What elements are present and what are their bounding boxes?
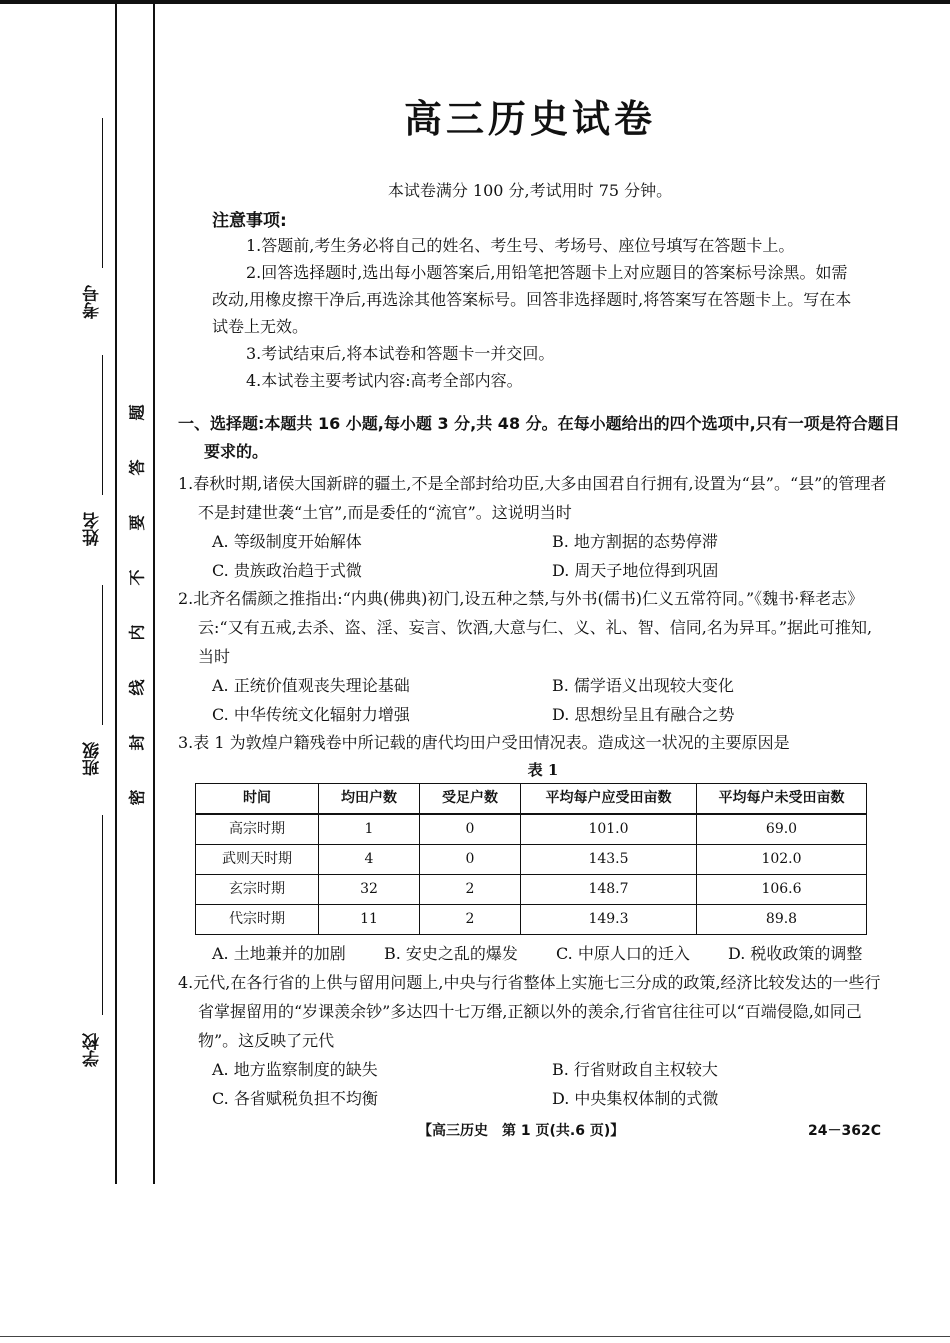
- table-cell: 148.7: [521, 875, 697, 905]
- option-c[interactable]: C. 中华传统文化辐射力增强: [212, 705, 410, 724]
- option-a[interactable]: A. 等级制度开始解体: [212, 532, 362, 551]
- question-options: [178, 1055, 888, 1113]
- option-c[interactable]: C. 中原人口的迁入: [556, 944, 690, 963]
- table-header-cell: 平均每户未受田亩数: [697, 784, 867, 815]
- notice-item: 1.答题前,考生务必将自己的姓名、考生号、考场号、座位号填写在答题卡上。: [246, 236, 795, 255]
- exam-title: 高三历史试卷: [403, 97, 656, 141]
- option-d[interactable]: D. 税收政策的调整: [728, 944, 863, 963]
- table-caption: 表 1: [527, 761, 559, 779]
- notice-item: 4.本试卷主要考试内容:高考全部内容。: [246, 371, 523, 390]
- table-cell: 102.0: [697, 845, 867, 875]
- option-a[interactable]: A. 土地兼并的加剧: [212, 944, 346, 963]
- seal-char: 密: [127, 789, 147, 806]
- table-cell: 武则天时期: [196, 845, 319, 875]
- option-d[interactable]: D. 周天子地位得到巩固: [552, 561, 719, 580]
- page-number-label: 【高三历史 第 1 页(共.6 页)】: [418, 1123, 625, 1139]
- question-2: [178, 584, 888, 729]
- table-cell: 106.6: [697, 875, 867, 905]
- option-d[interactable]: D. 中央集权体制的式微: [552, 1089, 719, 1108]
- table-header-row: [196, 784, 867, 815]
- table-cell: 11: [319, 905, 420, 935]
- question-options: [178, 527, 888, 585]
- notice-item: 2.回答选择题时,选出每小题答案后,用铅笔把答题卡上对应题目的答案标号涂黑。如需改动,用橡皮擦干净后,再选涂其他答案标号。回答非选择题时,将答案写在答题卡上。写在本试卷上无效。: [212, 263, 852, 336]
- seal-char: 不: [127, 569, 147, 586]
- table-cell: 101.0: [521, 814, 697, 845]
- question-stem: 1.春秋时期,诸侯大国新辟的疆土,不是全部封给功臣,大多由国君自行拥有,设置为“县”。“县”的管理者不是封建世袭“土官”,而是委任的“流官”。这说明当时: [178, 474, 887, 522]
- top-border: [0, 0, 950, 4]
- exam-intro: 本试卷满分 100 分,考试用时 75 分钟。: [387, 181, 673, 200]
- question-4: [178, 968, 888, 1113]
- table-cell: 0: [420, 814, 521, 845]
- field-line-exam-number: [102, 118, 103, 268]
- table-header-cell: 受足户数: [420, 784, 521, 815]
- option-b[interactable]: B. 安史之乱的爆发: [384, 944, 518, 963]
- seal-char: 封: [127, 734, 147, 751]
- question-options: [178, 671, 888, 729]
- option-b[interactable]: B. 地方割据的态势停滞: [552, 532, 718, 551]
- table-cell: 高宗时期: [196, 814, 319, 845]
- notice-item: 3.考试结束后,将本试卷和答题卡一并交回。: [246, 344, 555, 363]
- table-cell: 89.8: [697, 905, 867, 935]
- table-row: [196, 845, 867, 875]
- field-label-school: 学校: [83, 1033, 103, 1067]
- table-cell: 2: [420, 875, 521, 905]
- seal-char: 要: [127, 514, 147, 531]
- seal-line-warning: [124, 385, 150, 825]
- field-line-name: [102, 355, 103, 495]
- question-stem: 3.表 1 为敦煌户籍残卷中所记载的唐代均田户受田情况表。造成这一状况的主要原因是: [178, 733, 790, 752]
- table-cell: 2: [420, 905, 521, 935]
- page-bottom-edge: [0, 1336, 950, 1337]
- table-cell: 32: [319, 875, 420, 905]
- field-line-school: [102, 815, 103, 1015]
- question-1: [178, 469, 888, 585]
- table-cell: 1: [319, 814, 420, 845]
- table-cell: 69.0: [697, 814, 867, 845]
- notice-heading: 注意事项:: [212, 211, 287, 231]
- table-row: [196, 905, 867, 935]
- question-options: [178, 939, 888, 968]
- notice-list: [212, 232, 852, 394]
- field-label-exam-number: 考号: [83, 285, 103, 319]
- table-header-cell: 时间: [196, 784, 319, 815]
- binding-line-outer: [115, 4, 117, 1184]
- table-cell: 0: [420, 845, 521, 875]
- table-cell: 4: [319, 845, 420, 875]
- paper-code: 24－362C: [808, 1123, 881, 1139]
- option-a[interactable]: A. 地方监察制度的缺失: [212, 1060, 378, 1079]
- table-cell: 143.5: [521, 845, 697, 875]
- table-cell: 149.3: [521, 905, 697, 935]
- question-stem: 4.元代,在各行省的上供与留用问题上,中央与行省整体上实施七三分成的政策,经济比较发达的一些行省掌握留用的“岁课羡余钞”多达四十七万缗,正额以外的羡余,行省官往往可以“百端侵隐,如同己物”。这反映了元代: [178, 973, 881, 1050]
- option-b[interactable]: B. 行省财政自主权较大: [552, 1060, 718, 1079]
- option-b[interactable]: B. 儒学语义出现较大变化: [552, 676, 734, 695]
- field-line-class: [102, 585, 103, 725]
- binding-line-inner: [153, 4, 155, 1184]
- section-heading: 一、选择题:本题共 16 小题,每小题 3 分,共 48 分。在每小题给出的四个选项中,只有一项是符合题目要求的。: [178, 414, 900, 461]
- table-cell: 玄宗时期: [196, 875, 319, 905]
- question-stem: 2.北齐名儒颜之推指出:“内典(佛典)初门,设五种之禁,与外书(儒书)仁义五常符同。”《魏书·释老志》云:“又有五戒,去杀、盗、淫、妄言、饮酒,大意与仁、义、礼、智、信同,名为异耳。”据此可推知,当时: [178, 589, 873, 666]
- table-header-cell: 平均每户应受田亩数: [521, 784, 697, 815]
- question-3: [178, 728, 888, 968]
- table-cell: 代宗时期: [196, 905, 319, 935]
- table-header-cell: 均田户数: [319, 784, 420, 815]
- option-c[interactable]: C. 各省赋税负担不均衡: [212, 1089, 378, 1108]
- seal-char: 内: [127, 624, 147, 641]
- option-c[interactable]: C. 贵族政治趋于式微: [212, 561, 362, 580]
- field-label-name: 姓名: [83, 512, 103, 546]
- land-allocation-table: [195, 783, 867, 935]
- option-a[interactable]: A. 正统价值观丧失理论基础: [212, 676, 410, 695]
- seal-char: 线: [127, 679, 147, 696]
- table-row: [196, 814, 867, 845]
- table-row: [196, 875, 867, 905]
- seal-char: 答: [127, 459, 147, 476]
- field-label-class: 班级: [83, 742, 103, 776]
- option-d[interactable]: D. 思想纷呈且有融合之势: [552, 705, 735, 724]
- seal-char: 题: [127, 404, 147, 421]
